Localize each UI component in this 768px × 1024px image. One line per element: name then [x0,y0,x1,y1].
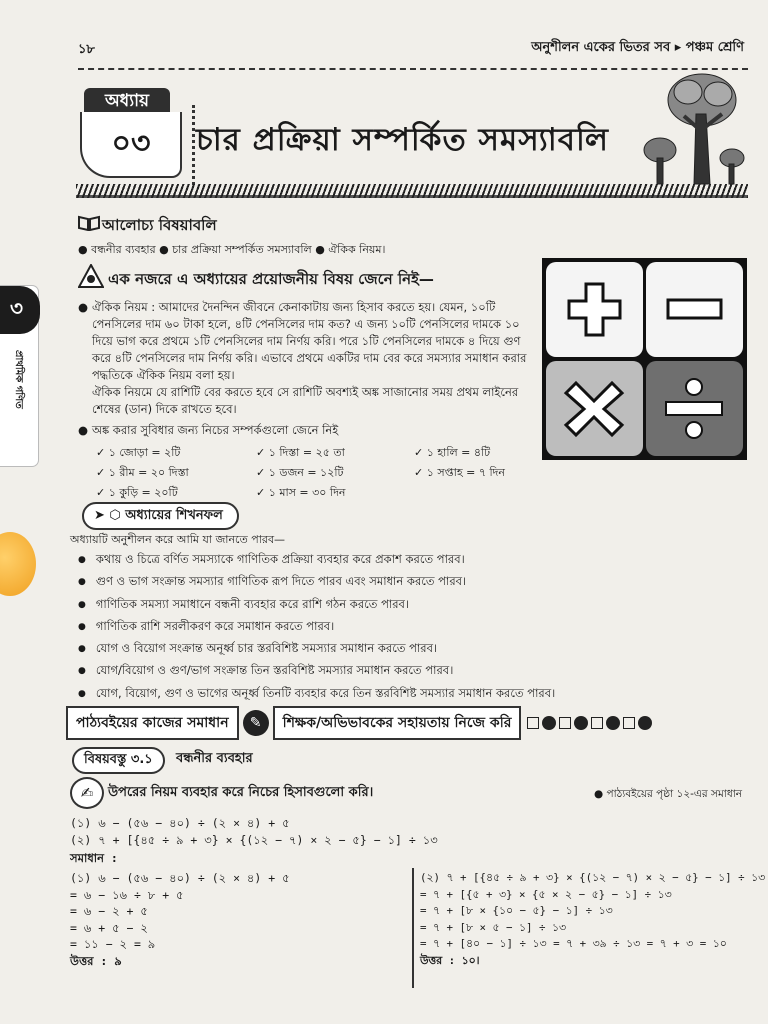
solution-step: = ৭ + [৮ × ৫ − ১] ÷ ১৩ [420,920,567,934]
divide-icon [646,361,743,456]
checkbox-icon [623,717,635,729]
overview-heading: এক নজরে এ অধ্যায়ের প্রয়োজনীয় বিষয় জেনে নিই— [108,270,434,288]
globe-icon [574,716,588,730]
list-item: ● গাণিতিক সমস্যা সমাধানে বন্ধনী ব্যবহার করে রাশি গঠন করতে পারব। [78,594,638,616]
textbook-work-bar [66,709,742,737]
bullet-icon: ● [78,423,89,437]
unit-item: ✓ ১ মাস = ৩০ দিন [256,486,346,499]
solver-icon: ✍ [70,777,104,809]
unit-item: ✓ ১ রীম = ২০ দিস্তা [96,466,189,479]
side-tab-label: প্রাথমিক গণিত [13,350,24,409]
textbook-page-reference: ● পাঠ্যবইয়ের পৃষ্ঠা ১২-এর সমাধান [594,788,743,800]
solution-step: (১) ৬ − (৫৬ − ৪০) ÷ (২ × ৪) + ৫ [70,871,290,885]
problem-1: (১) ৬ − (৫৬ − ৪০) ÷ (২ × ৪) + ৫ [70,816,290,830]
outcomes-list [78,549,638,705]
chapter-title: চার প্রক্রিয়া সম্পর্কিত সমস্যাবলি [196,122,609,158]
overview-body [78,299,534,439]
grass-border [76,184,748,198]
globe-icon [542,716,556,730]
solution-step: = ১১ − ২ = ৯ [70,937,156,951]
overview-unitary-rule [78,299,534,384]
page-number: ১৮ [78,42,95,57]
topics-list: ● বন্ধনীর ব্যবহার ● চার প্রক্রিয়া সম্পর্কিত সমস্যাবলি ● ঐকিক নিয়ম। [78,243,386,256]
checkbox-icon [559,717,571,729]
pencil-icon: ✎ [243,710,269,736]
chapter-number: ০৩ [80,112,182,178]
bullet-icon: ● [78,300,89,314]
list-item: ● কথায় ও চিত্রে বর্ণিত সমস্যাকে গাণিতিক প্রক্রিয়া ব্যবহার করে প্রকাশ করতে পারব। [78,549,638,571]
outcomes-intro: অধ্যায়টি অনুশীলন করে আমি যা জানতে পারব— [70,533,286,546]
progress-icons [527,716,652,730]
book-brand: অনুশীলন একের ভিতর সব ▸ পঞ্চম শ্রেণি [531,40,744,55]
checkbox-icon [591,717,603,729]
list-item: ● গুণ ও ভাগ সংক্রান্ত সমস্যার গাণিতিক রূপ দিতে পারব এবং সমাধান করতে পারব। [78,571,638,593]
list-item: ● যোগ/বিয়োগ ও গুণ/ভাগ সংক্রান্ত তিন স্তরবিশিষ্ট সমস্যার সমাধান করতে পারব। [78,660,638,682]
overview-units-intro-row [78,422,534,439]
operations-picture [542,258,747,460]
solution-2 [420,870,765,969]
solution-step: (২) ৭ + [{৪৫ ÷ ৯ + ৩} × {(১২ − ৭) × ২ − ৫} − ১] ÷ ১৩ [420,871,766,884]
solution-step: = ৬ − ২ + ৫ [70,904,148,918]
problem-2: (২) ৭ + [{৪৫ ÷ ৯ + ৩} × {(১২ − ৭) × ২ − ৫} − ১] ÷ ১৩ [70,833,438,847]
answer: উত্তর : ৯ [70,953,122,968]
list-item: ● যোগ, বিয়োগ, গুণ ও ভাগের অনূর্ধ্ব তিনটি ব্যবহার করে তিন স্তরবিশিষ্ট সমস্যার সমাধান করতে পারব। [78,683,638,705]
minus-icon [646,262,743,357]
unit-relations [96,444,556,503]
tree-icon [668,74,736,184]
list-item: ● যোগ ও বিয়োগ সংক্রান্ত অনূর্ধ্ব চার স্তরবিশিষ্ট সমস্যার সমাধান করতে পারব। [78,638,638,660]
topics-heading: আলোচ্য বিষয়াবলি [102,216,217,234]
unit-item: ✓ ১ দিস্তা = ২৫ তা [256,446,345,459]
solution-step: = ৭ + [৪০ − ১] ÷ ১৩ = ৭ + ৩৯ ÷ ১৩ = ৭ + ৩ = ১০ [420,937,727,950]
side-tab-number: ৩ [10,296,24,320]
solution-step: = ৭ + [{৫ + ৩} × {৫ × ২ − ৫} − ১] ÷ ১৩ [420,887,672,901]
trees-illustration [640,70,748,186]
unit-item: ✓ ১ ডজন = ১২টি [256,466,344,479]
solution-step: = ৬ − ১৬ ÷ ৮ + ৫ [70,887,184,902]
globe-icon [638,716,652,730]
topic-badge: বিষয়বস্তু ৩.১ [72,747,165,774]
chapter-tag: অধ্যায় [84,88,170,114]
exercise-instruction: উপরের নিয়ম ব্যবহার করে নিচের হিসাবগুলো করি। [108,785,374,800]
solution-step: = ৭ + [৮ × {১০ − ৫} − ১] ÷ ১৩ [420,904,613,917]
times-tile [546,361,643,456]
list-item: ● গাণিতিক রাশি সরলীকরণ করে সমাধান করতে পারব। [78,616,638,638]
topic-title: বন্ধনীর ব্যবহার [176,751,253,766]
plus-icon [546,262,643,357]
times-icon [546,361,643,456]
solution-label: সমাধান : [70,851,118,865]
divide-tile [646,361,743,456]
outcomes-badge-label: অধ্যায়ের শিখনফল [125,508,223,523]
arrow-icon: ➤ ⬡ [94,508,126,523]
overview-para-1: ঐকিক নিয়ম : আমাদের দৈনন্দিন জীবনে কেনাকাটায় জন্য হিসাব করতে হয়। যেমন, ১০টি পেনসিলের দাম ৬০ টাকা হলে, ৪টি পেনসিলের দাম কত? এ জন্য ১০টি পেনসিলের দামকে ১০ দিয়ে ভাগ করে প্রথমে ১টি পেনসিলের দাম নির্ণয় করি। পরে ১টি পেনসিলের দামকে ৪ দিয়ে গুণ করে ৪টি পেনসিলের দাম নির্ণয় করি। এভাবে প্রথমে একটির দাম বের করে সমস্যার সমাধান করার পদ্ধতিকে ঐকিক নিয়ম বলা হয়। [92,300,527,382]
plus-tile [546,262,643,357]
answer: উত্তর : ১০। [420,953,480,967]
unit-item: ✓ ১ জোড়া = ২টি [96,446,181,459]
overview-units-intro: অঙ্ক করার সুবিধার জন্য নিচের সম্পর্কগুলো জেনে নিই [92,423,339,437]
unit-item: ✓ ১ হালি = ৪টি [414,446,491,459]
unit-item: ✓ ১ সপ্তাহ = ৭ দিন [414,466,505,479]
orange-sticker [0,532,36,596]
solution-step: = ৬ + ৫ − ২ [70,920,148,935]
overview-note [78,384,534,418]
unit-item: ✓ ১ কুড়ি = ২০টি [96,486,178,499]
chapter-dotted-divider [180,105,195,185]
outcomes-badge [82,502,239,530]
book-icon [78,215,100,235]
textbook-solution-label: পাঠ্যবইয়ের কাজের সমাধান [66,706,239,740]
minus-tile [646,262,743,357]
lamp-icon [78,264,104,292]
checkbox-icon [527,717,539,729]
globe-icon [606,716,620,730]
solution-1 [70,870,290,969]
solution-divider [412,868,414,988]
self-practice-label: শিক্ষক/অভিভাবকের সহায়তায় নিজে করি [273,706,522,740]
overview-para-2: ঐকিক নিয়মে যে রাশিটি বের করতে হবে সে রাশিটি অবশ্যই অঙ্ক সাজানোর সময় প্রথম লাইনের শেষের (ডান) দিকে রাখতে হবে। [92,385,519,416]
